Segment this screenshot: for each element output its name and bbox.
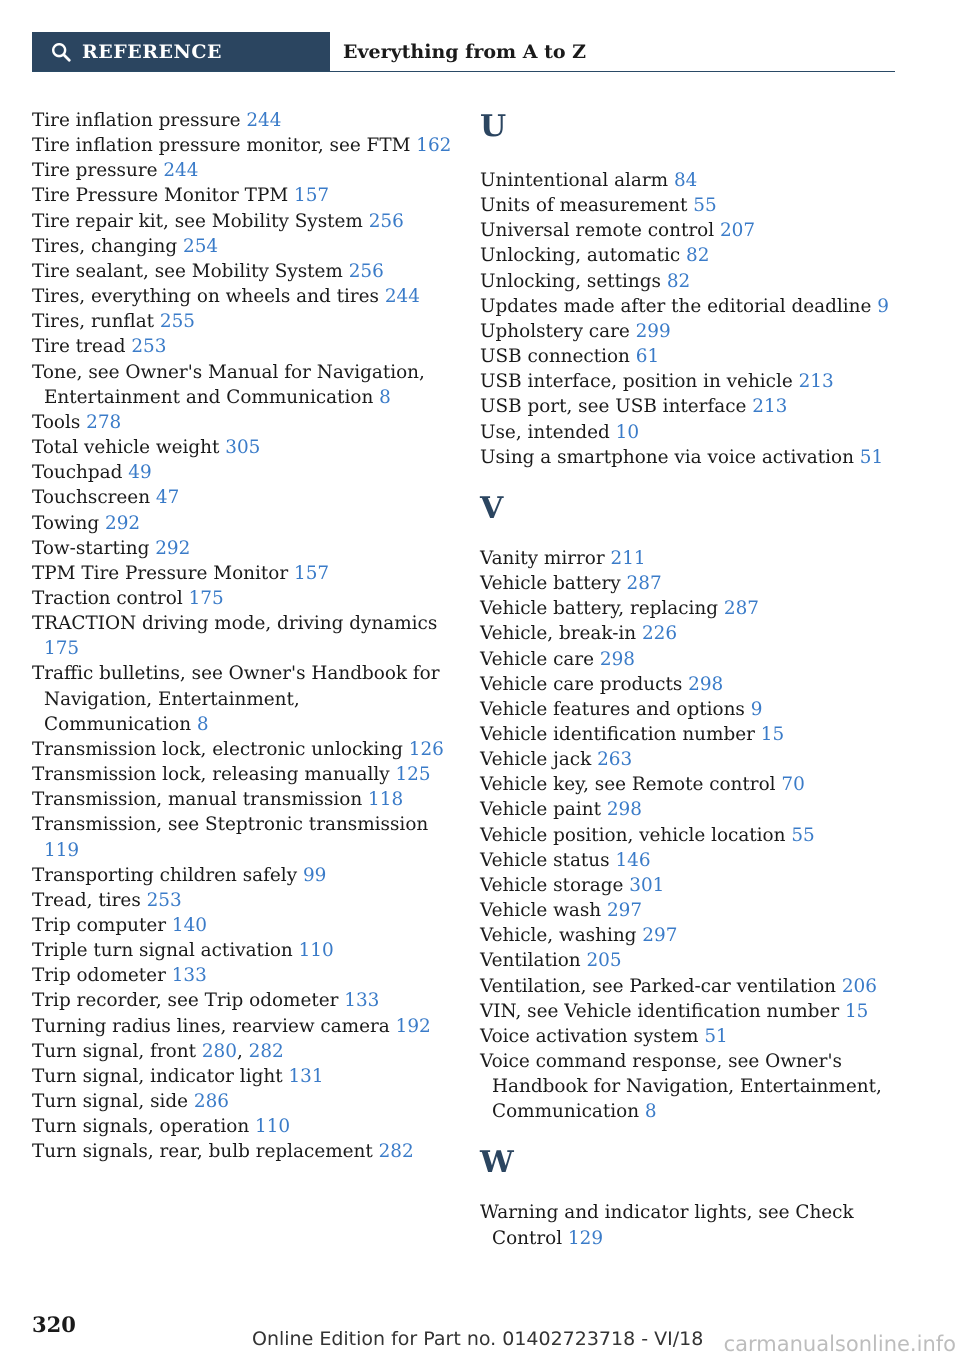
page-reference-link[interactable]: 297 xyxy=(642,925,678,947)
index-entry-label: Tone, see Owner's Manual for Navigation, Entertainment and Communication xyxy=(32,361,425,408)
section-label: REFERENCE xyxy=(82,40,222,63)
page-reference-link[interactable]: 9 xyxy=(750,698,763,720)
page-reference-link[interactable]: 206 xyxy=(841,975,877,997)
index-entry-label: Using a smartphone via voice activation xyxy=(480,446,860,468)
page-reference-link[interactable]: 305 xyxy=(225,437,261,459)
index-entry xyxy=(480,772,900,797)
page-reference-link[interactable]: 126 xyxy=(408,738,444,760)
index-entry xyxy=(32,284,452,309)
index-entry-label: Trip recorder, see Trip odometer xyxy=(32,990,345,1012)
index-entry-label: Transmission lock, electronic unlocking xyxy=(32,738,409,760)
chapter-title: Everything from A to Z xyxy=(343,40,587,63)
index-entry xyxy=(32,511,452,536)
index-entry xyxy=(480,571,900,596)
index-entry-label: Trip computer xyxy=(32,915,172,936)
index-entry xyxy=(32,536,452,561)
index-entry xyxy=(480,697,900,722)
index-entry-label: Transporting children safely xyxy=(32,864,303,886)
index-entry-label: Tire tread xyxy=(32,336,132,358)
index-entry xyxy=(480,243,900,268)
index-entry-label: Vehicle paint xyxy=(480,799,607,821)
index-entry-label: Touchscreen xyxy=(32,487,156,509)
page-reference-link[interactable]: 278 xyxy=(86,411,122,433)
index-entry xyxy=(32,938,452,963)
index-entry xyxy=(32,661,452,736)
index-entry-label: Turn signals, operation xyxy=(32,1116,256,1138)
index-entry-label: USB interface, position in vehicle xyxy=(480,371,799,393)
edition-note: Online Edition for Part no. 01402723718 - VI/18 xyxy=(252,1328,704,1350)
page-reference-link[interactable]: 82 xyxy=(666,270,691,292)
page-reference-link[interactable]: 280 xyxy=(201,1040,237,1062)
index-entry xyxy=(480,218,900,243)
index-entry xyxy=(480,873,900,898)
page-reference-link[interactable]: 255 xyxy=(159,311,196,333)
index-entry-label: USB port, see USB interface xyxy=(480,396,753,418)
page-reference-link[interactable]: 207 xyxy=(719,220,756,242)
page-reference-link[interactable]: 292 xyxy=(105,512,141,534)
page-reference-link[interactable]: 51 xyxy=(704,1025,728,1047)
index-entry xyxy=(32,133,452,158)
index-entry xyxy=(32,762,452,787)
page-reference-link[interactable]: 298 xyxy=(688,673,724,695)
page-reference-link[interactable]: 8 xyxy=(379,386,391,408)
index-entry xyxy=(480,999,900,1024)
index-entry xyxy=(32,360,452,410)
index-entry-label: Unlocking, automatic xyxy=(480,245,687,267)
page-reference-link[interactable]: 47 xyxy=(155,487,180,509)
index-entry-label: Vehicle identification number xyxy=(480,723,761,745)
page-reference-link[interactable]: 119 xyxy=(44,839,80,861)
index-entry xyxy=(32,787,452,812)
index-entry-label: VIN, see Vehicle identification number xyxy=(480,1000,845,1022)
index-entry xyxy=(32,812,452,862)
page-reference-link[interactable]: 253 xyxy=(146,889,182,911)
index-entry xyxy=(32,158,452,183)
page-reference-link[interactable]: 205 xyxy=(586,950,622,972)
index-entry-label: Vehicle battery, replacing xyxy=(480,598,724,620)
page-reference-link[interactable]: 133 xyxy=(171,965,207,987)
index-entry-label: Vehicle care xyxy=(480,648,600,670)
index-entry xyxy=(480,269,900,294)
index-entry-label: Tires, everything on wheels and tires xyxy=(32,286,385,308)
index-entry xyxy=(32,737,452,762)
index-entry-label: TRACTION driving mode, driving dynamics xyxy=(32,613,438,635)
index-entry xyxy=(32,913,452,938)
index-entry xyxy=(480,193,900,218)
index-entry-label: Tire Pressure Monitor TPM xyxy=(32,185,295,207)
index-entry xyxy=(480,1024,900,1049)
index-entry xyxy=(480,445,900,470)
page-reference-link[interactable]: 211 xyxy=(610,547,646,569)
page-reference-link[interactable]: 131 xyxy=(288,1065,324,1087)
page-reference-link[interactable]: 99 xyxy=(302,864,327,886)
index-entry-label: Total vehicle weight xyxy=(32,437,226,459)
page-reference-link[interactable]: 226 xyxy=(641,623,678,645)
index-entry-label: Turn signal, front xyxy=(32,1040,202,1062)
watermark: carmanualsonline.info xyxy=(723,1332,956,1356)
index-entry xyxy=(32,410,452,435)
index-entry-label: Tire sealant, see Mobility System xyxy=(32,260,349,282)
page-reference-link[interactable]: 175 xyxy=(44,638,80,660)
index-entry-label: Use, intended xyxy=(480,421,616,443)
page-reference-link[interactable]: 51 xyxy=(859,446,884,468)
index-entry xyxy=(480,823,900,848)
index-entry xyxy=(480,394,900,419)
page-reference-link[interactable]: 282 xyxy=(248,1040,284,1062)
index-entry xyxy=(32,988,452,1013)
index-entry-label: Vehicle key, see Remote control xyxy=(480,774,782,796)
page-reference-link[interactable]: 133 xyxy=(344,990,380,1012)
page-reference-link[interactable]: 15 xyxy=(760,723,785,745)
index-entry-label: USB connection xyxy=(480,346,636,368)
index-entry-label: Tow-starting xyxy=(32,537,156,559)
index-entry xyxy=(32,209,452,234)
index-entry-label: Upholstery care xyxy=(480,320,636,342)
page-reference-link[interactable]: 61 xyxy=(635,346,660,368)
page-header xyxy=(32,32,895,72)
page-reference-link[interactable]: 175 xyxy=(188,587,224,609)
index-entry-label: Vehicle position, vehicle location xyxy=(480,824,792,846)
index-entry-label: Unlocking, settings xyxy=(480,270,667,292)
page-reference-link[interactable]: 110 xyxy=(255,1116,291,1138)
page-reference-link[interactable]: 244 xyxy=(246,110,282,131)
index-entry xyxy=(32,863,452,888)
index-entry xyxy=(480,369,900,394)
index-entry-label: Turn signal, indicator light xyxy=(32,1065,289,1087)
index-entry-label: Tire inflation pressure monitor, see FTM xyxy=(32,135,417,157)
index-entry-label: Trip odometer xyxy=(32,965,172,987)
page-reference-link[interactable]: 292 xyxy=(155,537,191,559)
page-reference-link[interactable]: 70 xyxy=(781,774,805,796)
page-reference-link[interactable]: 213 xyxy=(798,371,834,393)
page-reference-link[interactable]: 192 xyxy=(395,1015,431,1037)
index-entry-label: Warning and indicator lights, see Check Control xyxy=(480,1202,854,1249)
page-reference-link[interactable]: 286 xyxy=(193,1091,229,1113)
index-letter-heading: V xyxy=(480,490,504,526)
index-entry xyxy=(32,611,452,661)
page-reference-link[interactable]: 15 xyxy=(844,1000,869,1022)
search-icon xyxy=(50,41,72,63)
index-entry-label: Transmission lock, releasing manually xyxy=(32,764,396,786)
index-entry-label: Vehicle, break-in xyxy=(480,623,642,645)
index-entry-label: Tire repair kit, see Mobility System xyxy=(32,210,369,232)
page-reference-link[interactable]: 157 xyxy=(294,185,330,207)
index-entry xyxy=(480,546,900,571)
index-entry xyxy=(32,435,452,460)
index-entry-label: Tires, changing xyxy=(32,235,184,257)
index-entry-label: Traffic bulletins, see Owner's Handbook for Navigation, Entertainment, Communication xyxy=(32,663,440,735)
index-entry-label: Vehicle jack xyxy=(480,749,598,771)
page-reference-link[interactable]: 9 xyxy=(877,295,889,317)
index-entry-label: Tire pressure xyxy=(32,160,164,182)
page-reference-link[interactable]: 256 xyxy=(368,210,404,232)
index-entry xyxy=(32,309,452,334)
index-entry xyxy=(32,963,452,988)
index-entry xyxy=(32,108,452,133)
page-reference-link[interactable]: 82 xyxy=(686,245,710,267)
index-entry-label: Vehicle wash xyxy=(480,900,607,922)
index-entry-label: Voice activation system xyxy=(480,1025,705,1047)
index-entry-label: Vehicle storage xyxy=(480,874,630,896)
page-reference-link[interactable]: 253 xyxy=(131,336,167,358)
page-reference-link[interactable]: 110 xyxy=(298,940,334,962)
index-column-left xyxy=(32,108,452,1165)
index-column-right xyxy=(480,108,900,1251)
index-entry-label: Vehicle features and options xyxy=(480,698,751,720)
index-entry xyxy=(480,948,900,973)
section-tab xyxy=(32,32,330,71)
page-reference-link[interactable]: 298 xyxy=(606,799,642,821)
page-reference-link[interactable]: 8 xyxy=(196,713,209,735)
index-entry xyxy=(480,722,900,747)
page-reference-link[interactable]: 254 xyxy=(183,235,219,257)
index-entry-label: Transmission, see Steptronic transmission xyxy=(32,814,429,836)
index-entry xyxy=(480,848,900,873)
page-number: 320 xyxy=(32,1312,76,1337)
index-entry xyxy=(480,974,900,999)
page-reference-link[interactable]: 55 xyxy=(791,824,815,846)
index-entry xyxy=(32,586,452,611)
index-entry-label: Unintentional alarm xyxy=(480,170,674,191)
index-entry-label: Tires, runflat xyxy=(32,311,160,333)
index-entry xyxy=(480,319,900,344)
index-entry xyxy=(32,259,452,284)
index-entry-label: Units of measurement xyxy=(480,195,694,217)
index-entry xyxy=(480,797,900,822)
index-entry: Turn signal, front 280, 282 xyxy=(32,1040,284,1062)
index-letter-heading: U xyxy=(480,109,507,144)
page-reference-link[interactable]: 146 xyxy=(615,849,651,871)
index-entry xyxy=(32,561,452,586)
page-reference-link[interactable]: 297 xyxy=(606,900,643,922)
index-entry-label: Ventilation xyxy=(480,950,587,972)
index-entry xyxy=(32,1089,452,1114)
index-entry xyxy=(480,344,900,369)
page-reference-link[interactable]: 244 xyxy=(163,160,199,182)
index-entry xyxy=(32,1114,452,1139)
page-reference-link[interactable]: 213 xyxy=(752,396,788,418)
index-entry-label: Tire inflation pressure xyxy=(32,110,247,131)
page-reference-link[interactable]: 287 xyxy=(626,573,662,595)
index-entry-label: Vanity mirror xyxy=(480,547,611,569)
page-reference-link[interactable]: 8 xyxy=(644,1101,657,1123)
index-entry xyxy=(32,1064,452,1089)
index-entry xyxy=(32,485,452,510)
index-entry-label: TPM Tire Pressure Monitor xyxy=(32,562,295,584)
index-entry-label: Turn signal, side xyxy=(32,1091,194,1113)
index-entry xyxy=(480,898,900,923)
page-reference-link[interactable]: 84 xyxy=(673,170,698,191)
page-reference-link[interactable]: 298 xyxy=(599,648,636,670)
index-entry-label: Ventilation, see Parked-car ventilation xyxy=(480,975,842,997)
page-reference-link[interactable]: 140 xyxy=(171,915,208,936)
page-reference-link[interactable]: 55 xyxy=(693,195,717,217)
index-entry-label: Voice command response, see Owner's Handbook for Navigation, Entertainment, Communication xyxy=(480,1051,882,1123)
index-entry-label: Vehicle care products xyxy=(480,673,689,695)
index-entry xyxy=(32,183,452,208)
page-reference-link[interactable]: 256 xyxy=(348,260,384,282)
index-entry-label: Towing xyxy=(32,512,105,534)
index-entry-label: Tools xyxy=(32,411,87,433)
index-entry xyxy=(32,888,452,913)
index-entry-label: Tread, tires xyxy=(32,889,147,911)
index-entry-label: Triple turn signal activation xyxy=(32,940,299,962)
page-reference-link[interactable]: 301 xyxy=(629,874,665,896)
index-entry-label: Transmission, manual transmission xyxy=(32,789,369,811)
index-entry xyxy=(480,747,900,772)
index-entry-label: Turning radius lines, rearview camera xyxy=(32,1015,396,1037)
index-entry xyxy=(480,621,900,646)
index-entry xyxy=(480,672,900,697)
page-reference-link[interactable]: 162 xyxy=(416,135,452,157)
index-entry xyxy=(32,460,452,485)
index-entry xyxy=(480,596,900,621)
page-reference-link[interactable]: 118 xyxy=(368,789,404,811)
page-reference-link[interactable]: 129 xyxy=(567,1227,604,1249)
index-entry-label: Vehicle battery xyxy=(480,573,627,595)
index-entry xyxy=(480,923,900,948)
index-entry xyxy=(32,1139,452,1164)
page-reference-link[interactable]: 244 xyxy=(384,286,420,308)
index-entry-label: Vehicle status xyxy=(480,849,616,871)
index-entry xyxy=(480,647,900,672)
page-reference-link[interactable]: 10 xyxy=(615,421,640,443)
index-entry xyxy=(480,1200,900,1250)
index-entry-label: Touchpad xyxy=(32,462,129,484)
page-reference-link[interactable]: 282 xyxy=(378,1141,414,1163)
index-entry xyxy=(32,1014,452,1039)
index-entry-label: Turn signals, rear, bulb replacement xyxy=(32,1141,379,1163)
page-reference-link[interactable]: 157 xyxy=(294,562,330,584)
page-reference-link[interactable]: 49 xyxy=(128,462,152,484)
index-entry-label: Updates made after the editorial deadline xyxy=(480,295,878,317)
index-entry-label: Vehicle, washing xyxy=(480,925,643,947)
index-entry xyxy=(480,1049,900,1124)
index-entry xyxy=(32,334,452,359)
index-entry-label: Traction control xyxy=(32,587,189,609)
index-entry xyxy=(480,294,900,319)
index-entry xyxy=(32,234,452,259)
page-reference-link[interactable]: 125 xyxy=(395,764,431,786)
index-entry xyxy=(480,420,900,445)
index-entry-label: Universal remote control xyxy=(480,220,720,242)
page-reference-link[interactable]: 263 xyxy=(597,749,633,771)
page-reference-link[interactable]: 287 xyxy=(723,598,759,620)
index-entry xyxy=(480,168,900,193)
index-letter-heading: W xyxy=(480,1145,514,1181)
page-reference-link[interactable]: 299 xyxy=(635,320,671,342)
